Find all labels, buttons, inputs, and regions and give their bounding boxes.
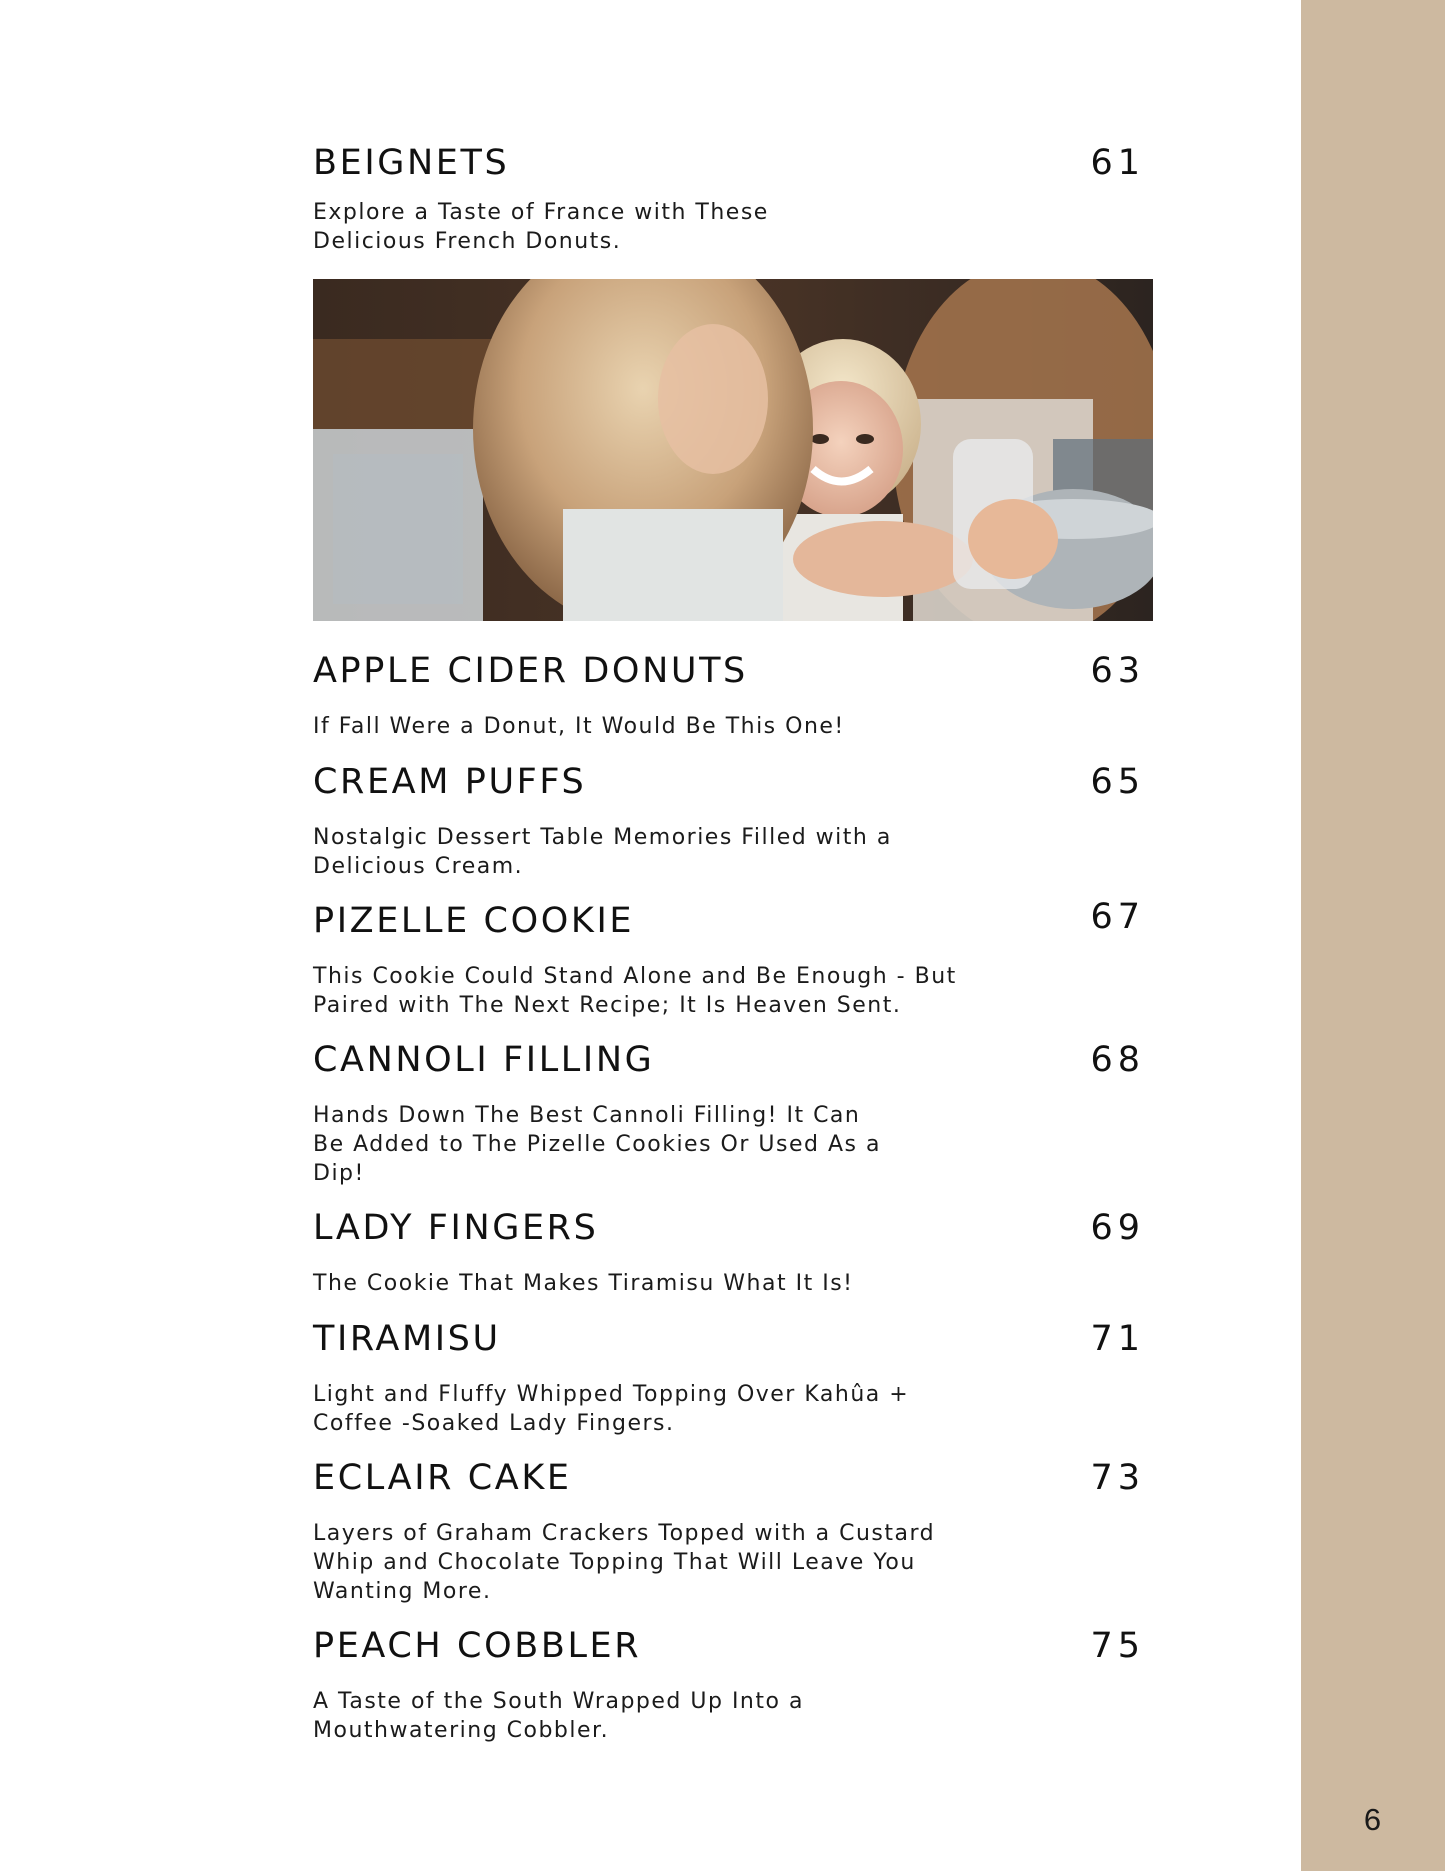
family-baking-photo: [313, 279, 1153, 621]
toc-entry-tiramisu[interactable]: [313, 1319, 1153, 1442]
entry-description: If Fall Were a Donut, It Would Be This One!: [313, 714, 845, 739]
entry-title: PEACH COBBLER: [313, 1626, 642, 1666]
side-accent-band: [1301, 0, 1445, 1871]
photo-illustration: [313, 279, 1153, 621]
toc-entry-apple-cider-donuts[interactable]: [313, 651, 1153, 744]
entry-description: Light and Fluffy Whipped Topping Over Kahûa + Coffee -Soaked Lady Fingers.: [313, 1382, 910, 1436]
entry-description: Hands Down The Best Cannoli Filling! It Can Be Added to The Pizelle Cookies Or Used As a Dip!: [313, 1103, 881, 1186]
toc-entry-peach-cobbler[interactable]: [313, 1626, 1153, 1749]
entry-description: A Taste of the South Wrapped Up Into a Mouthwatering Cobbler.: [313, 1689, 804, 1743]
entry-description: This Cookie Could Stand Alone and Be Enough - But Paired with The Next Recipe; It Is Heaven Sent.: [313, 964, 957, 1018]
entry-description: Explore a Taste of France with These Delicious French Donuts.: [313, 200, 769, 254]
entry-page-number: 67: [1090, 897, 1145, 937]
entry-title: PIZELLE COOKIE: [313, 901, 635, 941]
toc-entry-cream-puffs[interactable]: [313, 762, 1153, 885]
toc-entry-cannoli-filling[interactable]: [313, 1040, 1153, 1193]
entry-page-number: 61: [1090, 143, 1145, 183]
entry-title: CREAM PUFFS: [313, 762, 587, 802]
toc-entry-eclair-cake[interactable]: [313, 1458, 1153, 1611]
entry-page-number: 75: [1090, 1626, 1145, 1666]
entry-page-number: 69: [1090, 1208, 1145, 1248]
toc-entry-pizelle-cookie[interactable]: [313, 897, 1153, 1024]
entry-page-number: 73: [1090, 1458, 1145, 1498]
toc-entry-beignets[interactable]: [313, 143, 1153, 256]
entry-page-number: 63: [1090, 651, 1145, 691]
entry-page-number: 68: [1090, 1040, 1145, 1080]
entry-title: LADY FINGERS: [313, 1208, 599, 1248]
entry-description: The Cookie That Makes Tiramisu What It Is!: [313, 1271, 854, 1296]
entry-title: TIRAMISU: [313, 1319, 501, 1359]
entry-description: Nostalgic Dessert Table Memories Filled with a Delicious Cream.: [313, 825, 892, 879]
entry-description: Layers of Graham Crackers Topped with a Custard Whip and Chocolate Topping That Will Leave You Wanting More.: [313, 1521, 936, 1604]
entry-title: ECLAIR CAKE: [313, 1458, 572, 1498]
entry-page-number: 71: [1090, 1319, 1145, 1359]
entry-title: BEIGNETS: [313, 143, 510, 183]
page-number: 6: [1363, 1802, 1383, 1837]
entry-title: APPLE CIDER DONUTS: [313, 651, 748, 691]
toc-entry-lady-fingers[interactable]: [313, 1208, 1153, 1301]
entry-title: CANNOLI FILLING: [313, 1040, 655, 1080]
entry-page-number: 65: [1090, 762, 1145, 802]
